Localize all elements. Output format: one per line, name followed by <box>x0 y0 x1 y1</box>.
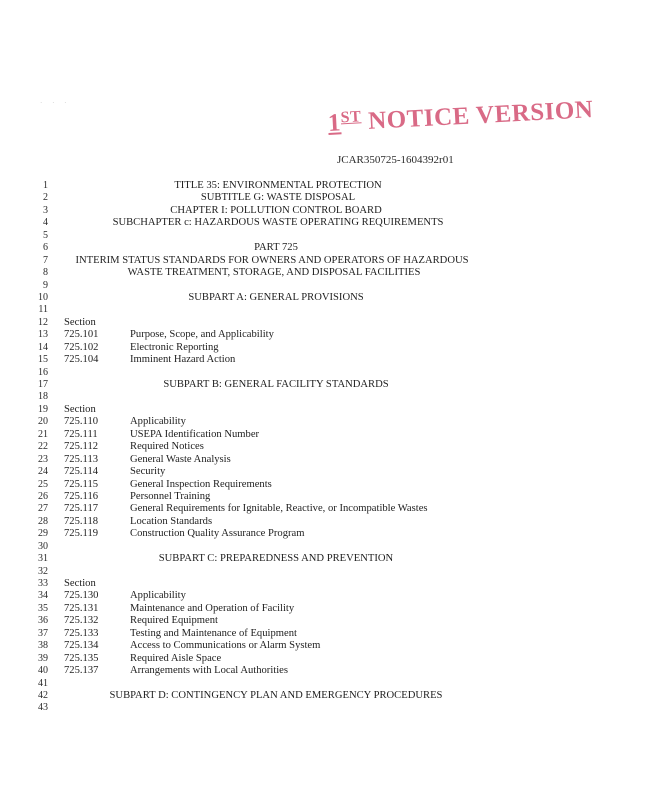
section-title: Security <box>130 466 166 478</box>
line-number: 37 <box>38 627 48 639</box>
document-line <box>0 678 665 690</box>
section-title: Applicability <box>130 590 186 602</box>
section-number: 725.112 <box>64 441 99 453</box>
line-number: 4 <box>43 217 48 229</box>
document-line <box>0 342 665 354</box>
line-number: 21 <box>38 428 48 440</box>
notice-version-stamp <box>327 96 594 138</box>
section-number: 725.102 <box>64 341 99 353</box>
document-line <box>0 615 665 627</box>
document-line <box>0 391 665 403</box>
line-number: 11 <box>38 304 48 316</box>
heading-text: SUBPART B: GENERAL FACILITY STANDARDS <box>163 379 389 390</box>
line-number: 12 <box>38 316 48 328</box>
line-number: 27 <box>38 503 48 515</box>
section-number: Section <box>64 578 96 589</box>
document-line <box>0 317 665 329</box>
heading-text: SUBPART A: GENERAL PROVISIONS <box>188 291 364 303</box>
document-line <box>0 354 665 366</box>
line-number: 24 <box>38 466 48 478</box>
line-number: 5 <box>43 229 48 241</box>
section-title: General Inspection Requirements <box>130 478 272 490</box>
line-number: 16 <box>38 366 48 378</box>
document-line <box>0 491 665 503</box>
document-id: JCAR350725-1604392r01 <box>337 154 454 166</box>
document-line <box>0 702 665 714</box>
line-number: 42 <box>38 689 48 701</box>
line-number: 43 <box>38 702 48 714</box>
document-line <box>0 304 665 316</box>
section-number: 725.130 <box>64 590 99 602</box>
line-number: 29 <box>38 528 48 540</box>
document-line <box>0 503 665 515</box>
section-title: USEPA Identification Number <box>130 428 260 440</box>
section-number: 725.137 <box>64 665 99 677</box>
section-number: 725.119 <box>64 528 99 540</box>
document-line <box>0 690 665 702</box>
document-line <box>0 292 665 304</box>
line-number: 38 <box>38 640 48 652</box>
line-number: 34 <box>38 590 48 602</box>
section-number: 725.116 <box>64 490 99 502</box>
section-title: Arrangements with Local Authorities <box>130 665 288 677</box>
document-line <box>0 267 665 279</box>
document-body <box>0 180 665 715</box>
section-number: 725.113 <box>64 453 99 465</box>
section-number: 725.118 <box>64 515 99 527</box>
document-line <box>0 516 665 528</box>
heading-text: WASTE TREATMENT, STORAGE, AND DISPOSAL FACILITIES <box>127 267 421 279</box>
line-number: 15 <box>38 354 48 366</box>
line-number: 10 <box>38 291 48 303</box>
document-line <box>0 230 665 242</box>
document-line <box>0 429 665 441</box>
heading-text: SUBPART D: CONTINGENCY PLAN AND EMERGENCY PROCEDURES <box>109 689 443 701</box>
section-title: Imminent Hazard Action <box>130 354 236 366</box>
line-number: 39 <box>38 652 48 664</box>
stamp-text: NOTICE VERSION <box>360 96 595 136</box>
document-line <box>0 379 665 391</box>
section-number: 725.111 <box>64 428 98 440</box>
line-number: 36 <box>38 615 48 627</box>
section-title: Personnel Training <box>130 490 211 502</box>
line-number: 19 <box>38 403 48 415</box>
document-line <box>0 242 665 254</box>
heading-text: PART 725 <box>254 242 298 254</box>
document-line <box>0 205 665 217</box>
section-title: General Waste Analysis <box>130 453 231 465</box>
document-line <box>0 541 665 553</box>
section-number: 725.135 <box>64 652 99 664</box>
document-line <box>0 217 665 229</box>
document-line <box>0 566 665 578</box>
document-line <box>0 404 665 416</box>
section-number: 725.104 <box>64 354 99 366</box>
section-title: Applicability <box>130 416 186 428</box>
section-number: 725.131 <box>64 602 99 614</box>
section-number: Section <box>64 316 96 328</box>
stamp-numeral: 1 <box>327 109 342 137</box>
line-number: 28 <box>38 515 48 527</box>
document-line <box>0 280 665 292</box>
stamp-superscript: ST <box>340 108 362 127</box>
heading-text: SUBTITLE G: WASTE DISPOSAL <box>200 192 356 204</box>
heading-text: SUBCHAPTER c: HAZARDOUS WASTE OPERATING REQUIREMENTS <box>112 217 444 229</box>
section-number: 725.132 <box>64 615 99 627</box>
section-number: 725.110 <box>64 416 99 428</box>
document-line <box>0 441 665 453</box>
document-line <box>0 653 665 665</box>
line-number: 41 <box>38 677 48 689</box>
document-line <box>0 180 665 192</box>
document-line <box>0 466 665 478</box>
line-number: 14 <box>38 341 48 353</box>
line-number: 7 <box>43 254 48 266</box>
section-number: 725.114 <box>64 466 99 478</box>
scan-specks: · · · <box>40 99 71 107</box>
document-line <box>0 479 665 491</box>
line-number: 40 <box>38 665 48 677</box>
line-number: 9 <box>43 279 48 291</box>
line-number: 8 <box>43 267 48 279</box>
section-title: General Requirements for Ignitable, Reactive, or Incompatible Wastes <box>130 503 428 515</box>
section-title: Construction Quality Assurance Program <box>130 528 305 540</box>
document-line <box>0 628 665 640</box>
section-title: Maintenance and Operation of Facility <box>130 602 295 614</box>
document-line <box>0 367 665 379</box>
line-number: 22 <box>38 441 48 453</box>
heading-text: INTERIM STATUS STANDARDS FOR OWNERS AND OPERATORS OF HAZARDOUS <box>75 254 469 266</box>
line-number: 6 <box>43 242 48 254</box>
line-number: 30 <box>38 540 48 552</box>
document-line <box>0 603 665 615</box>
document-line <box>0 553 665 565</box>
document-line <box>0 329 665 341</box>
line-number: 26 <box>38 490 48 502</box>
heading-text: SUBPART C: PREPAREDNESS AND PREVENTION <box>158 553 394 565</box>
section-title: Purpose, Scope, and Applicability <box>130 329 274 341</box>
line-number: 31 <box>38 553 48 565</box>
section-number: 725.115 <box>64 478 99 490</box>
section-title: Required Notices <box>130 441 204 453</box>
document-line <box>0 528 665 540</box>
section-title: Required Equipment <box>130 615 218 627</box>
document-line <box>0 192 665 204</box>
section-number: 725.117 <box>64 503 99 515</box>
line-number: 3 <box>43 204 48 216</box>
section-number: 725.133 <box>64 627 99 639</box>
line-number: 13 <box>38 329 48 341</box>
line-number: 25 <box>38 478 48 490</box>
section-title: Electronic Reporting <box>130 341 219 353</box>
section-number: Section <box>64 403 96 415</box>
heading-text: TITLE 35: ENVIRONMENTAL PROTECTION <box>174 180 382 191</box>
line-number: 1 <box>43 180 48 191</box>
section-title: Required Aisle Space <box>130 652 222 664</box>
line-number: 2 <box>43 192 48 204</box>
line-number: 17 <box>38 379 48 390</box>
document-line <box>0 578 665 590</box>
line-number: 23 <box>38 453 48 465</box>
line-number: 20 <box>38 416 48 428</box>
line-number: 33 <box>38 578 48 589</box>
document-line <box>0 454 665 466</box>
section-title: Location Standards <box>130 515 213 527</box>
heading-text: CHAPTER I: POLLUTION CONTROL BOARD <box>170 204 382 216</box>
line-number: 32 <box>38 565 48 577</box>
document-line <box>0 665 665 677</box>
section-number: 725.134 <box>64 640 99 652</box>
document-line <box>0 416 665 428</box>
line-number: 18 <box>38 391 48 403</box>
line-number: 35 <box>38 602 48 614</box>
section-title: Access to Communications or Alarm System <box>130 640 321 652</box>
document-line <box>0 590 665 602</box>
section-title: Testing and Maintenance of Equipment <box>130 627 297 639</box>
document-line <box>0 640 665 652</box>
section-number: 725.101 <box>64 329 99 341</box>
document-line <box>0 255 665 267</box>
